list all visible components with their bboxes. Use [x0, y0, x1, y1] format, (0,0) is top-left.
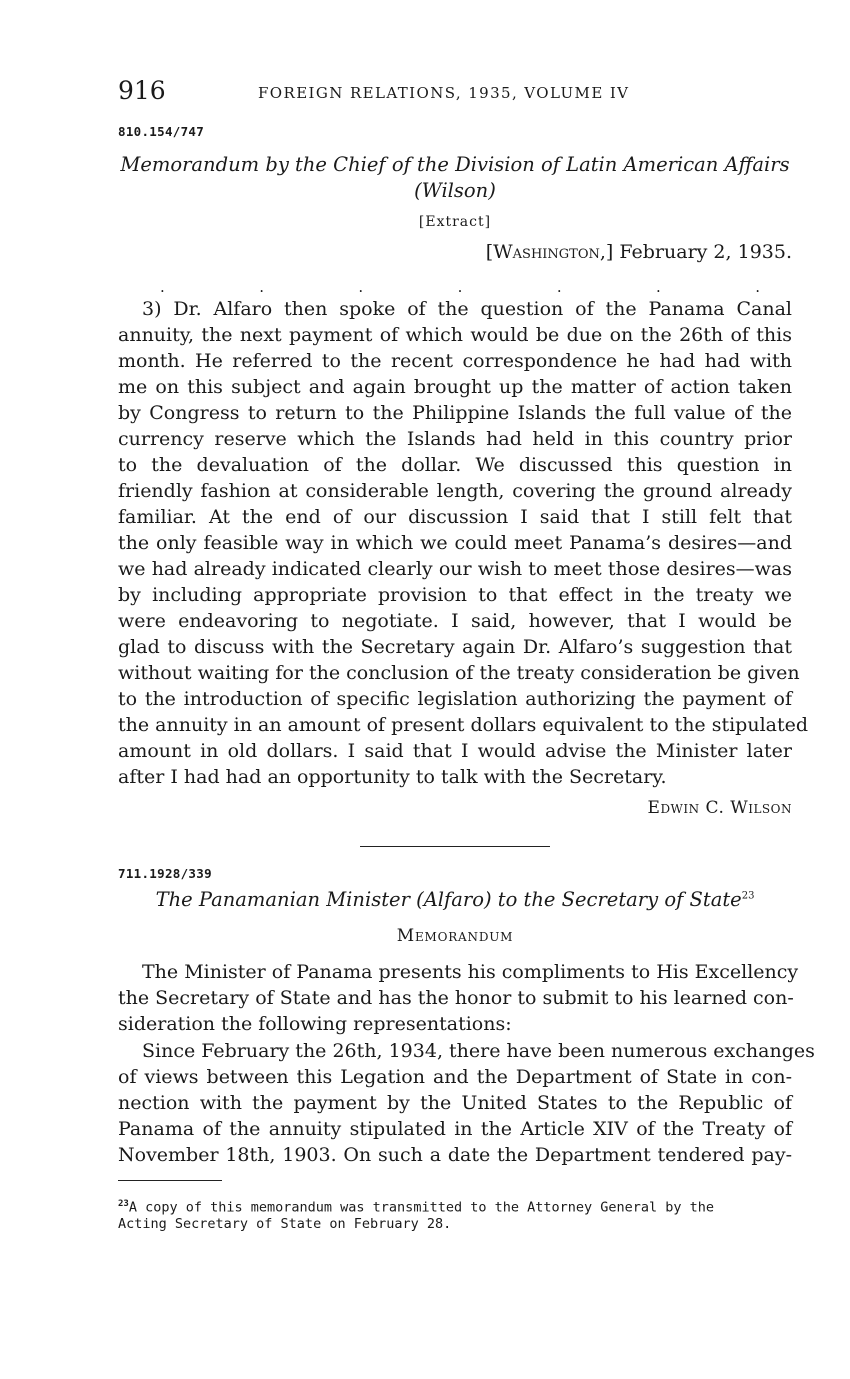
text-line: currency reserve which the Islands had held in this country prior	[118, 428, 792, 450]
footnote	[118, 1196, 792, 1232]
dateline-date: ,] February 2, 1935.	[599, 241, 792, 263]
file-number: 711.1928/339	[118, 866, 212, 881]
text-line: by including appropriate provision to that effect in the treaty we	[118, 584, 792, 606]
dateline	[486, 241, 792, 263]
text-line: friendly fashion at considerable length, covering the ground already	[118, 480, 792, 502]
text-line: nection with the payment by the United States to the Republic of	[118, 1092, 792, 1114]
ellipsis-dot: .	[656, 278, 661, 296]
ellipsis-dot: .	[457, 278, 463, 296]
running-head: FOREIGN RELATIONS, 1935, VOLUME IV	[258, 84, 630, 102]
footnote-text: A copy of this memorandum was transmitted to the Attorney General by the	[128, 1199, 715, 1216]
file-number: 810.154/747	[118, 124, 205, 139]
text-line: after I had had an opportunity to talk with the Secretary.	[118, 766, 667, 788]
text-line: me on this subject and again brought up the matter of action taken	[118, 376, 792, 398]
dateline-bracket: [	[485, 241, 494, 263]
text-line: without waiting for the conclusion of the treaty consideration be given	[118, 662, 800, 684]
text-line: November 18th, 1903. On such a date the Department tendered pay-	[118, 1144, 792, 1166]
text-line: by Congress to return to the Philippine Islands the full value of the	[118, 402, 792, 424]
text-line: month. He referred to the recent correspondence he had had with	[118, 350, 792, 372]
text-line: familiar. At the end of our discussion I said that I still felt that	[118, 506, 792, 528]
text-line: to the introduction of specific legislation authorizing the payment of	[118, 688, 792, 710]
text-line: The Minister of Panama presents his compliments to His Excellency	[142, 961, 799, 983]
text-line: to the devaluation of the dollar. We discussed this question in	[118, 454, 792, 476]
paragraph	[118, 959, 799, 1037]
text-line: Panama of the annuity stipulated in the Article XIV of the Treaty of	[118, 1118, 792, 1140]
text-line: glad to discuss with the Secretary again Dr. Alfaro’s suggestion that	[118, 636, 792, 658]
footnote-line	[118, 1196, 792, 1216]
document-title	[118, 152, 792, 204]
ellipsis-dot: .	[259, 278, 264, 296]
document-title	[118, 888, 792, 911]
text-line: annuity, the next payment of which would be due on the 26th of this	[118, 324, 792, 346]
paragraph	[118, 1038, 815, 1168]
text-line: amount in old dollars. I said that I would advise the Minister later	[118, 740, 792, 762]
footnote-divider	[118, 1180, 222, 1181]
text-line: were endeavoring to negotiate. I said, however, that I would be	[118, 610, 792, 632]
document-title-text: The Panamanian Minister (Alfaro) to the Secretary of State	[155, 888, 742, 911]
document-title-author: (Wilson)	[414, 179, 496, 202]
ellipsis-dot: .	[755, 278, 760, 296]
footnote-number: 23	[118, 1199, 129, 1209]
page-number: 916	[118, 76, 166, 105]
dateline-place: Washington	[493, 241, 600, 263]
footnote-line: Acting Secretary of State on February 28.	[118, 1215, 452, 1232]
text-line: the annuity in an amount of present dollars equivalent to the stipulated	[118, 714, 809, 736]
text-line: 3) Dr. Alfaro then spoke of the question of the Panama Canal	[142, 298, 792, 320]
extract-label: [Extract]	[418, 214, 492, 230]
document-title-line: Memorandum by the Chief of the Division of Latin American Affairs	[120, 153, 790, 176]
text-line: sideration the following representations:	[118, 1013, 512, 1035]
text-line: the only feasible way in which we could meet Panama’s desires—and	[118, 532, 792, 554]
text-line: we had already indicated clearly our wish to meet those desires—was	[118, 558, 792, 580]
ellipsis-dot: .	[160, 278, 165, 296]
ellipsis-dot: .	[556, 278, 562, 296]
text-line: of views between this Legation and the Department of State in con-	[118, 1066, 792, 1088]
memorandum-paragraph	[118, 296, 809, 790]
signature: Edwin C. Wilson	[647, 798, 792, 818]
ellipsis-dots	[160, 278, 760, 296]
ellipsis-dot: .	[358, 278, 364, 296]
section-divider	[360, 846, 550, 847]
text-line: the Secretary of State and has the honor to submit to his learned con-	[118, 987, 794, 1009]
memorandum-heading: Memorandum	[396, 926, 514, 946]
footnote-reference: 23	[741, 890, 755, 902]
text-line: Since February the 26th, 1934, there have been numerous exchanges	[142, 1040, 815, 1062]
